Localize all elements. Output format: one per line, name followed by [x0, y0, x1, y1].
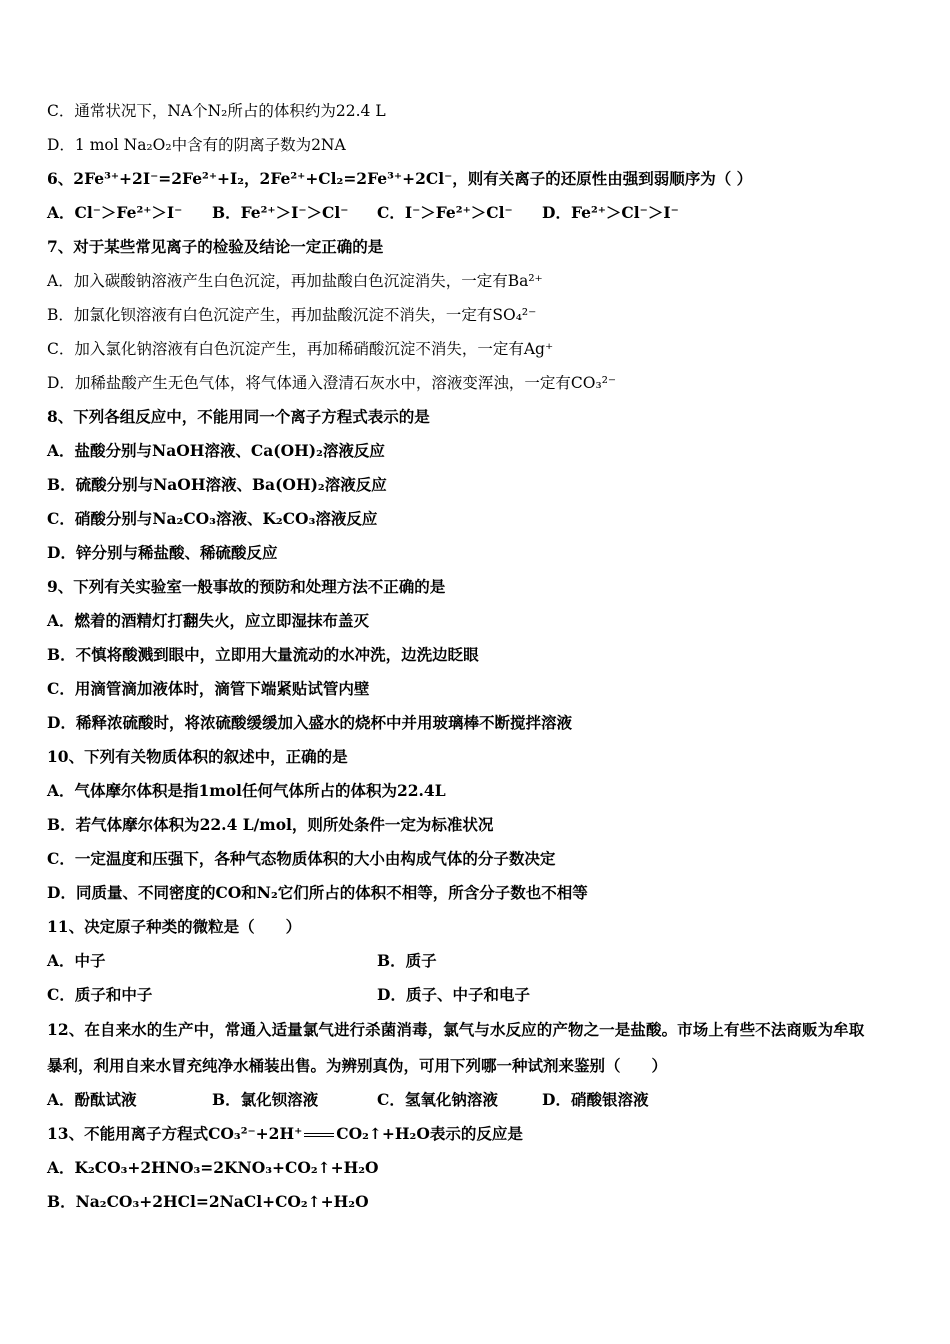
- option-8b: B．硫酸分别与NaOH溶液、Ba(OH)₂溶液反应: [47, 475, 387, 494]
- option-6d: D．Fe²⁺＞Cl⁻＞I⁻: [542, 203, 679, 222]
- question-7: 7、对于某些常见离子的检验及结论一定正确的是: [47, 237, 384, 256]
- question-8: 8、下列各组反应中，不能用同一个离子方程式表示的是: [47, 407, 430, 426]
- option-11d: D．质子、中子和电子: [377, 985, 530, 1004]
- option-12d: D．硝酸银溶液: [542, 1090, 649, 1109]
- option-7d: D．加稀盐酸产生无色气体，将气体通入澄清石灰水中，溶液变浑浊，一定有CO₃²⁻: [47, 374, 617, 392]
- option-9a: A．燃着的酒精灯打翻失火，应立即湿抹布盖灭: [47, 611, 370, 630]
- option-8c: C．硝酸分别与Na₂CO₃溶液、K₂CO₃溶液反应: [47, 509, 378, 528]
- option-10a: A．气体摩尔体积是指1mol任何气体所占的体积为22.4L: [47, 781, 446, 800]
- option-8a: A．盐酸分别与NaOH溶液、Ca(OH)₂溶液反应: [47, 441, 385, 460]
- option-5c: C．通常状况下，NA个N₂所占的体积约为22.4 L: [47, 102, 386, 120]
- option-8d: D．锌分别与稀盐酸、稀硫酸反应: [47, 543, 278, 562]
- option-13a: A．K₂CO₃+2HNO₃=2KNO₃+CO₂↑+H₂O: [47, 1158, 379, 1177]
- question-13-suffix: CO₂↑+H₂O表示的反应是: [336, 1124, 523, 1143]
- question-9: 9、下列有关实验室一般事故的预防和处理方法不正确的是: [47, 577, 446, 596]
- option-6a: A．Cl⁻＞Fe²⁺＞I⁻: [47, 203, 183, 222]
- option-7c: C．加入氯化钠溶液有白色沉淀产生，再加稀硝酸沉淀不消失，一定有Ag⁺: [47, 340, 554, 358]
- option-9c: C．用滴管滴加液体时，滴管下端紧贴试管内壁: [47, 679, 370, 698]
- option-10b: B．若气体摩尔体积为22.4 L/mol，则所处条件一定为标准状况: [47, 815, 494, 834]
- option-6b: B．Fe²⁺＞I⁻＞Cl⁻: [212, 203, 349, 222]
- option-13b: B．Na₂CO₃+2HCl=2NaCl+CO₂↑+H₂O: [47, 1192, 369, 1211]
- option-10d: D．同质量、不同密度的CO和N₂它们所占的体积不相等，所含分子数也不相等: [47, 883, 588, 902]
- equals-sign-icon: [304, 1133, 334, 1137]
- option-10c: C．一定温度和压强下，各种气态物质体积的大小由构成气体的分子数决定: [47, 849, 556, 868]
- option-7b: B．加氯化钡溶液有白色沉淀产生，再加盐酸沉淀不消失，一定有SO₄²⁻: [47, 306, 537, 324]
- question-13: [47, 1124, 523, 1144]
- option-9b: B．不慎将酸溅到眼中，立即用大量流动的水冲洗，边洗边眨眼: [47, 645, 479, 664]
- question-11: 11、决定原子种类的微粒是（ ）: [47, 917, 302, 936]
- option-11c: C．质子和中子: [47, 985, 153, 1004]
- question-6: 6、2Fe³⁺+2I⁻=2Fe²⁺+I₂，2Fe²⁺+Cl₂=2Fe³⁺+2Cl⁻，则有关离子的还原性由强到弱顺序为（ ）: [47, 169, 753, 188]
- option-12c: C．氢氧化钠溶液: [377, 1090, 498, 1109]
- option-11a: A．中子: [47, 951, 106, 970]
- option-6c: C．I⁻＞Fe²⁺＞Cl⁻: [377, 203, 513, 222]
- question-13-prefix: 13、不能用离子方程式CO₃²⁻+2H⁺: [47, 1124, 303, 1143]
- option-11b: B．质子: [377, 951, 437, 970]
- question-12-line1: 12、在自来水的生产中，常通入适量氯气进行杀菌消毒，氯气与水反应的产物之一是盐酸。市场上有些不法商贩为牟取: [47, 1020, 865, 1039]
- option-5d: D．1 mol Na₂O₂中含有的阴离子数为2NA: [47, 136, 346, 154]
- option-12a: A．酚酞试液: [47, 1090, 137, 1109]
- option-9d: D．稀释浓硫酸时，将浓硫酸缓缓加入盛水的烧杯中并用玻璃棒不断搅拌溶液: [47, 713, 572, 732]
- option-12b: B．氯化钡溶液: [212, 1090, 319, 1109]
- question-10: 10、下列有关物质体积的叙述中，正确的是: [47, 747, 348, 766]
- question-12-line2: 暴利，利用自来水冒充纯净水桶装出售。为辨别真伪，可用下列哪一种试剂来鉴别（ ）: [47, 1056, 668, 1075]
- option-7a: A．加入碳酸钠溶液产生白色沉淀，再加盐酸白色沉淀消失，一定有Ba²⁺: [47, 272, 543, 290]
